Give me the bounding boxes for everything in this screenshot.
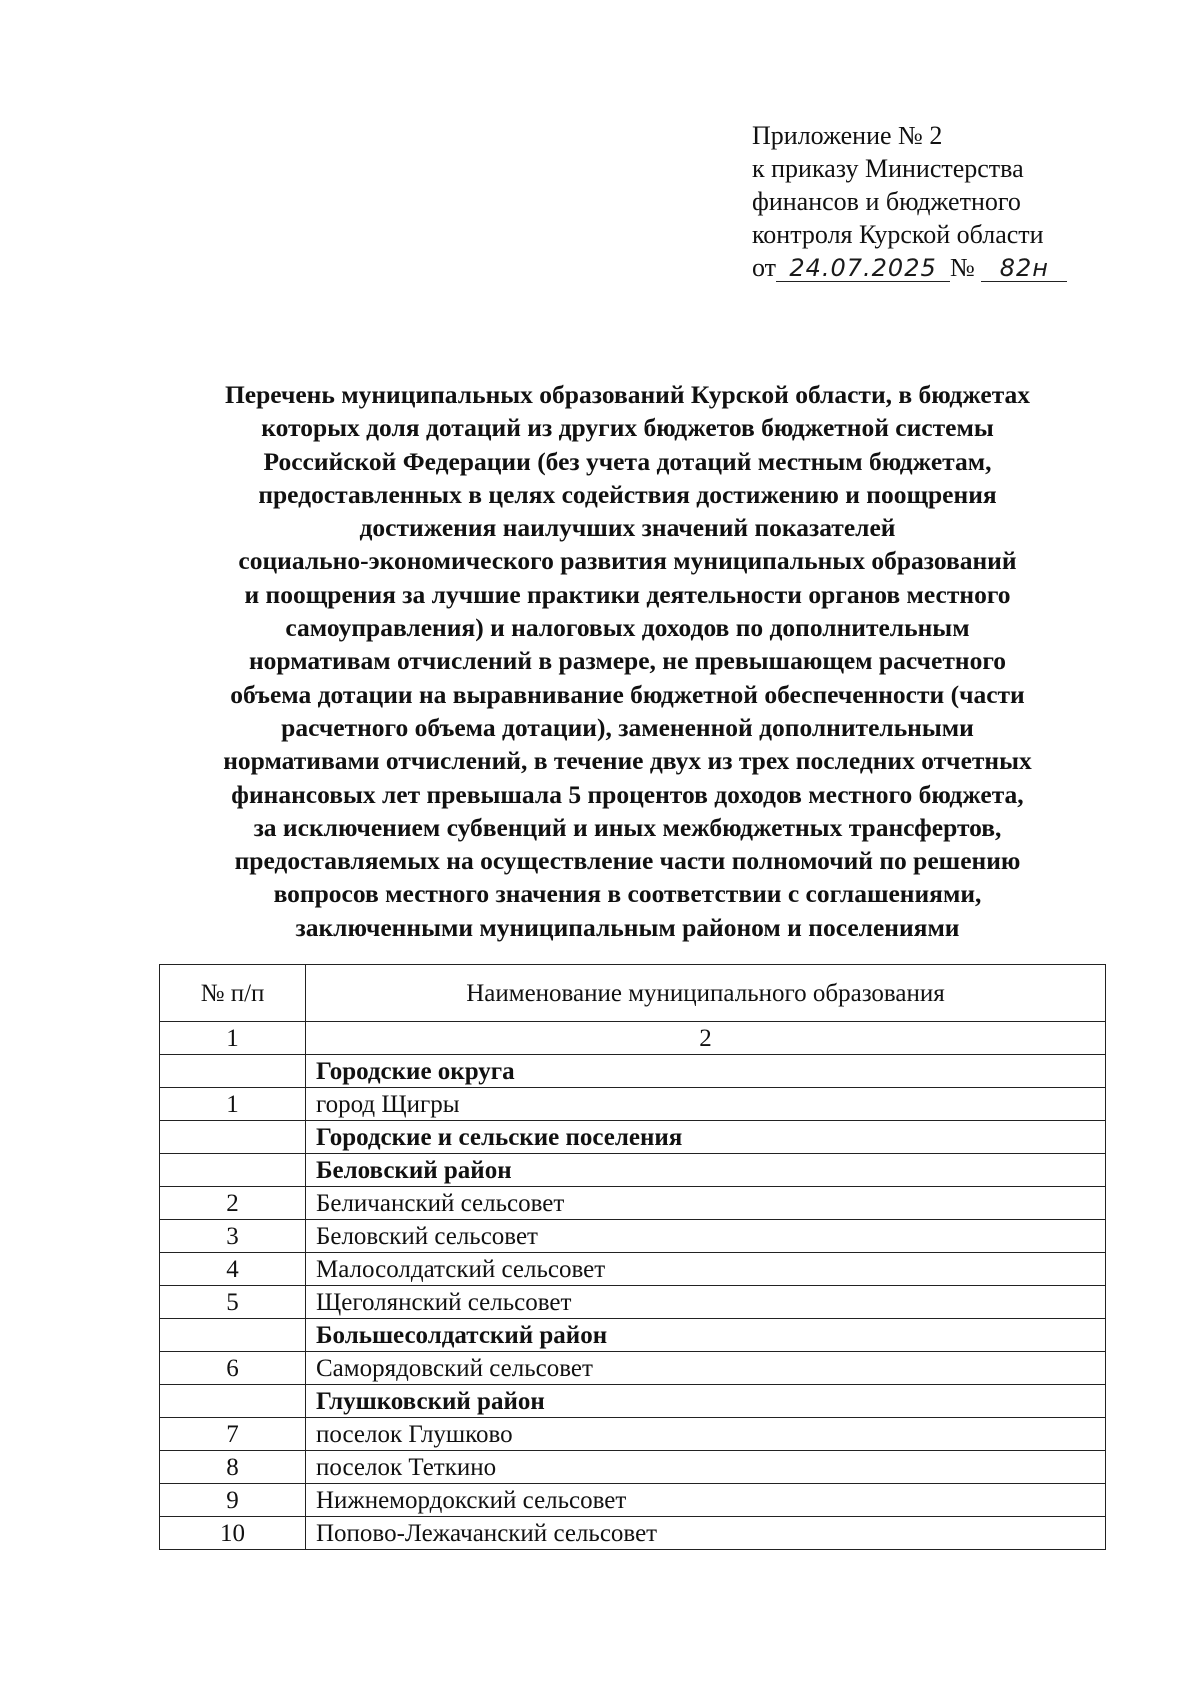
section-row	[160, 1055, 1106, 1088]
title-line: социально-экономического развития муниципальных образований	[238, 546, 1017, 576]
table-row	[160, 1253, 1106, 1286]
section-row	[160, 1121, 1106, 1154]
title-line: Российской Федерации (без учета дотаций местным бюджетам,	[263, 446, 992, 476]
row-number	[160, 1121, 306, 1154]
column-number-row	[160, 1022, 1106, 1055]
municipality-name: Беличанский сельсовет	[306, 1187, 1106, 1220]
section-name: Городские округа	[306, 1055, 1106, 1088]
number-label: №	[950, 253, 975, 282]
column-number-1: 1	[160, 1022, 306, 1055]
table-row	[160, 1187, 1106, 1220]
table-row	[160, 1286, 1106, 1319]
appendix-line: Приложение № 2	[752, 121, 943, 150]
section-name: Беловский район	[306, 1154, 1106, 1187]
municipality-name: Саморядовский сельсовет	[306, 1352, 1106, 1385]
handwritten-date: 24.07.2025	[776, 255, 950, 282]
table-row	[160, 1220, 1106, 1253]
title-line: достижения наилучших значений показателей	[359, 513, 896, 543]
title-line: нормативами отчислений, в течение двух из трех последних отчетных	[223, 746, 1032, 776]
section-row	[160, 1385, 1106, 1418]
appendix-line: контроля Курской области	[752, 220, 1044, 249]
table-row	[160, 1088, 1106, 1121]
row-number: 5	[160, 1286, 306, 1319]
municipality-name: поселок Теткино	[306, 1451, 1106, 1484]
handwritten-order-number: 82н	[981, 255, 1067, 282]
column-number-2: 2	[306, 1022, 1106, 1055]
section-name: Городские и сельские поселения	[306, 1121, 1106, 1154]
row-number	[160, 1154, 306, 1187]
section-name: Большесолдатский район	[306, 1319, 1106, 1352]
title-line: заключенными муниципальным районом и поселениями	[295, 912, 960, 942]
section-row	[160, 1154, 1106, 1187]
title-line: и поощрения за лучшие практики деятельности органов местного	[244, 579, 1011, 609]
table-row	[160, 1484, 1106, 1517]
table-row	[160, 1418, 1106, 1451]
title-line: за исключением субвенций и иных межбюджетных трансфертов,	[253, 812, 1002, 842]
row-number: 6	[160, 1352, 306, 1385]
document-title	[150, 378, 1105, 944]
row-number: 8	[160, 1451, 306, 1484]
order-date-number-line	[752, 251, 1067, 284]
title-line: предоставленных в целях содействия достижению и поощрения	[258, 479, 997, 509]
title-line: самоуправления) и налоговых доходов по дополнительным	[285, 613, 970, 643]
municipalities-table	[159, 964, 1106, 1550]
title-line: Перечень муниципальных образований Курской области, в бюджетах	[224, 380, 1031, 409]
table-row	[160, 1517, 1106, 1550]
row-number: 7	[160, 1418, 306, 1451]
appendix-line: к приказу Министерства	[752, 154, 1024, 183]
municipality-name: Нижнемордокский сельсовет	[306, 1484, 1106, 1517]
title-line: вопросов местного значения в соответствии с соглашениями,	[273, 879, 982, 909]
title-line: объема дотации на выравнивание бюджетной обеспеченности (части	[230, 679, 1025, 709]
row-number: 9	[160, 1484, 306, 1517]
row-number: 10	[160, 1517, 306, 1550]
municipality-name: Беловский сельсовет	[306, 1220, 1106, 1253]
municipality-name: Щеголянский сельсовет	[306, 1286, 1106, 1319]
appendix-block	[752, 119, 1067, 284]
header-number: № п/п	[160, 965, 306, 1022]
from-label: от	[752, 253, 777, 282]
section-name: Глушковский район	[306, 1385, 1106, 1418]
municipality-name: Попово-Лежачанский сельсовет	[306, 1517, 1106, 1550]
row-number: 4	[160, 1253, 306, 1286]
title-line: расчетного объема дотации), замененной дополнительными	[281, 712, 974, 742]
table-header-row	[160, 965, 1106, 1022]
appendix-line: финансов и бюджетного	[752, 187, 1021, 216]
title-line: которых доля дотаций из других бюджетов бюджетной системы	[261, 413, 994, 443]
municipality-name: поселок Глушково	[306, 1418, 1106, 1451]
row-number: 3	[160, 1220, 306, 1253]
municipality-name: Малосолдатский сельсовет	[306, 1253, 1106, 1286]
row-number	[160, 1385, 306, 1418]
row-number	[160, 1055, 306, 1088]
title-line: нормативам отчислений в размере, не превышающем расчетного	[248, 646, 1007, 676]
municipality-name: город Щигры	[306, 1088, 1106, 1121]
row-number: 1	[160, 1088, 306, 1121]
table-row	[160, 1451, 1106, 1484]
row-number	[160, 1319, 306, 1352]
header-name: Наименование муниципального образования	[306, 965, 1106, 1022]
section-row	[160, 1319, 1106, 1352]
title-line: предоставляемых на осуществление части полномочий по решению	[234, 846, 1021, 876]
table-row	[160, 1352, 1106, 1385]
row-number: 2	[160, 1187, 306, 1220]
title-line: финансовых лет превышала 5 процентов доходов местного бюджета,	[231, 779, 1024, 809]
